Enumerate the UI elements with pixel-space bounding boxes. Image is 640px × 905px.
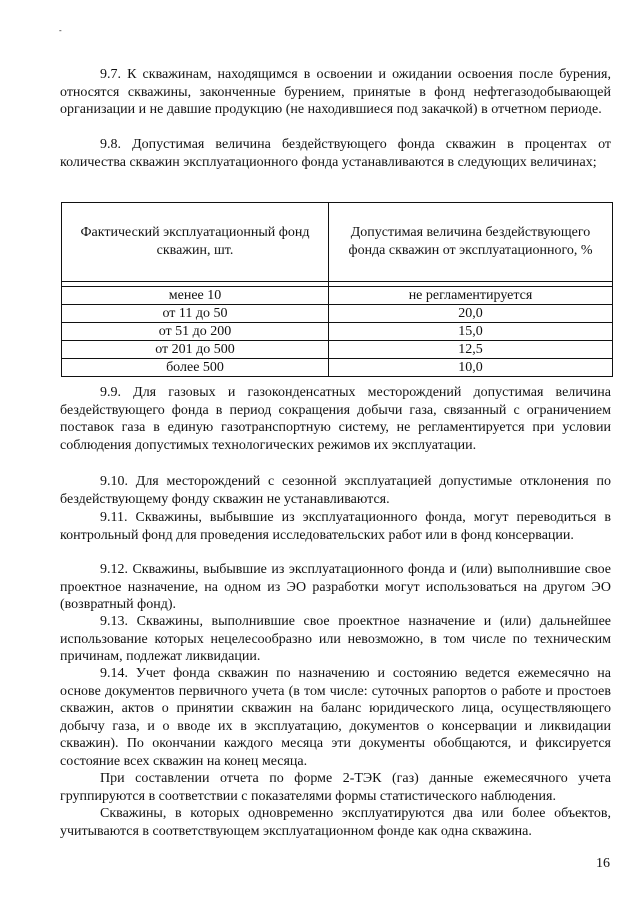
- paragraph-9-13: 9.13. Скважины, выполнившие свое проектное назначение и (или) дальнейшее использование которых нецелесообразно или невозможно, в том числе по техническим причинам, подлежат ликвидации.: [60, 614, 611, 664]
- paragraph-9-11: 9.11. Скважины, выбывшие из эксплуатационного фонда, могут переводиться в контрольный фонд для проведения исследовательских работ или в фонд консервации.: [60, 510, 611, 543]
- table-cell-fund: от 201 до 500: [62, 341, 329, 359]
- table-row: [62, 341, 613, 359]
- table-cell-value: 10,0: [329, 359, 613, 377]
- page-number: 16: [596, 856, 610, 871]
- table-cell-value: 12,5: [329, 341, 613, 359]
- table-header-row: [62, 203, 613, 282]
- table-cell-fund: более 500: [62, 359, 329, 377]
- table-row: [62, 323, 613, 341]
- table-header-fund: Фактический эксплуатационный фонд скважин, шт.: [62, 203, 329, 282]
- table-cell-fund: от 11 до 50: [62, 305, 329, 323]
- paragraph-multi-object-wells: Скважины, в которых одновременно эксплуатируются два или более объектов, учитываются в соответствующем эксплуатационном фонде как одна скважина.: [60, 806, 611, 839]
- paragraph-9-10: 9.10. Для месторождений с сезонной эксплуатацией допустимые отклонения по бездействующему фонду скважин не устанавливаются.: [60, 474, 611, 507]
- paragraph-9-12: 9.12. Скважины, выбывшие из эксплуатационного фонда и (или) выполнившие свое проектное назначение, на одном из ЭО разработки могут использоваться на другом ЭО (возвратный фонд).: [60, 562, 611, 612]
- table-row: [62, 305, 613, 323]
- paragraph-9-8: 9.8. Допустимая величина бездействующего фонда скважин в процентах от количества скважин эксплуатационного фонда устанавливаются в следующих величинах;: [60, 137, 611, 170]
- corner-mark: -: [59, 26, 62, 35]
- table-row: [62, 287, 613, 305]
- table-cell-fund: менее 10: [62, 287, 329, 305]
- table-cell-value: не регламентируется: [329, 287, 613, 305]
- table-cell-value: 15,0: [329, 323, 613, 341]
- idle-fund-table: [61, 202, 613, 377]
- paragraph-9-7: 9.7. К скважинам, находящимся в освоении и ожидании освоения после бурения, относятся скважины, законченные бурением, принятые в фонд нефтегазодобывающей организации и не давшие продукцию (не находившиеся под закачкой) в отчетном периоде.: [60, 67, 611, 117]
- paragraph-9-9: 9.9. Для газовых и газоконденсатных месторождений допустимая величина бездействующего фонда в период сокращения добычи газа, связанный с ограничением поставок газа в единую газотранспортную систему, не регламентируется при условии соблюдения допустимых технологических режимов их эксплуатации.: [60, 385, 611, 453]
- paragraph-9-14: 9.14. Учет фонда скважин по назначению и состоянию ведется ежемесячно на основе документов первичного учета (в том числе: суточных рапортов о работе и простоев скважин, актов о принятии скважин на баланс юридического лица, осуществляющего добычу газа, и о вводе их в эксплуатацию, документов о консервации и ликвидации скважин). По окончании каждого месяца эти документы обобщаются, и фиксируется состояние всех скважин на конец месяца.: [60, 666, 611, 769]
- table-header-allowed: Допустимая величина бездействующего фонда скважин от эксплуатационного, %: [329, 203, 613, 282]
- paragraph-report-grouping: При составлении отчета по форме 2-ТЭК (газ) данные ежемесячного учета группируются в соответствии с показателями формы статистического наблюдения.: [60, 771, 611, 804]
- table-row: [62, 359, 613, 377]
- table-cell-fund: от 51 до 200: [62, 323, 329, 341]
- table-cell-value: 20,0: [329, 305, 613, 323]
